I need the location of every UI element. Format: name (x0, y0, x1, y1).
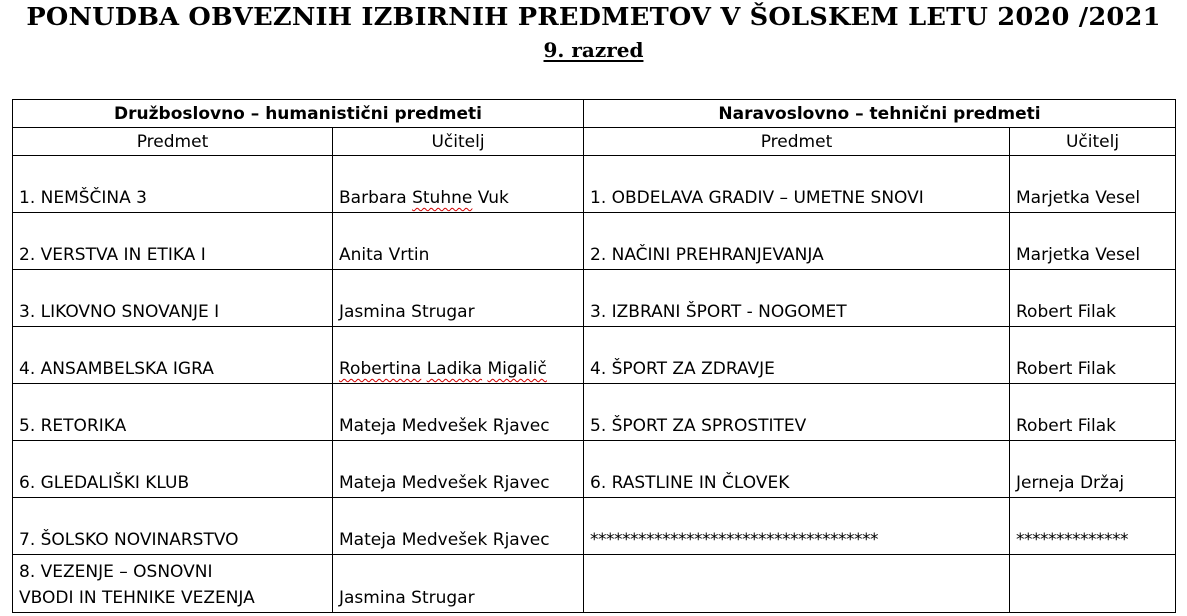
subjects-table (12, 99, 1176, 613)
column-header-teacher-right: Učitelj (1010, 128, 1176, 156)
table-row (13, 498, 1176, 555)
teacher-cell (333, 327, 584, 384)
teacher-cell: Robert Filak (1010, 384, 1176, 441)
document-title: PONUDBA OBVEZNIH IZBIRNIH PREDMETOV V ŠOLSKEM LETU 2020 /2021 (26, 2, 1161, 31)
empty-subject-cell (584, 555, 1010, 613)
table-row (13, 555, 1176, 613)
spellcheck-flagged-word: Stuhne (412, 188, 473, 208)
subject-cell: 5. ŠPORT ZA SPROSTITEV (584, 384, 1010, 441)
subject-cell: 2. NAČINI PREHRANJEVANJA (584, 213, 1010, 270)
teacher-cell: Marjetka Vesel (1010, 156, 1176, 213)
teacher-name-part: Vuk (472, 188, 509, 208)
placeholder-stars-cell: ************************************ (584, 498, 1010, 555)
group-header-humanities: Družboslovno – humanistični predmeti (13, 100, 584, 128)
subject-line: 8. VEZENJE – OSNOVNI (19, 562, 213, 582)
column-header-subject-right: Predmet (584, 128, 1010, 156)
subject-cell: 5. RETORIKA (13, 384, 333, 441)
teacher-cell: Jerneja Držaj (1010, 441, 1176, 498)
subject-cell: 4. ŠPORT ZA ZDRAVJE (584, 327, 1010, 384)
subject-cell: 3. LIKOVNO SNOVANJE I (13, 270, 333, 327)
document-subtitle (0, 38, 1187, 62)
table-row (13, 384, 1176, 441)
group-header-sciences: Naravoslovno – tehnični predmeti (584, 100, 1176, 128)
teacher-cell: Mateja Medvešek Rjavec (333, 498, 584, 555)
empty-teacher-cell (1010, 555, 1176, 613)
teacher-cell: Robert Filak (1010, 327, 1176, 384)
teacher-cell: Jasmina Strugar (333, 555, 584, 613)
spellcheck-flagged-word: Ladika (426, 359, 483, 379)
subject-cell (13, 555, 333, 613)
column-header-teacher-left: Učitelj (333, 128, 584, 156)
table-row (13, 327, 1176, 384)
table-row (13, 441, 1176, 498)
teacher-name-part: Barbara (339, 188, 413, 208)
teacher-cell: Mateja Medvešek Rjavec (333, 384, 584, 441)
column-header-subject-left: Predmet (13, 128, 333, 156)
subject-cell: 3. IZBRANI ŠPORT - NOGOMET (584, 270, 1010, 327)
subject-cell: 7. ŠOLSKO NOVINARSTVO (13, 498, 333, 555)
subject-cell: 2. VERSTVA IN ETIKA I (13, 213, 333, 270)
table-row (13, 270, 1176, 327)
column-header-row (13, 128, 1176, 156)
placeholder-stars-cell: ************** (1010, 498, 1176, 555)
group-header-row (13, 100, 1176, 128)
teacher-cell: Marjetka Vesel (1010, 213, 1176, 270)
subject-cell: 4. ANSAMBELSKA IGRA (13, 327, 333, 384)
spellcheck-flagged-word: Robertina (339, 359, 422, 379)
subject-cell: 1. OBDELAVA GRADIV – UMETNE SNOVI (584, 156, 1010, 213)
teacher-cell: Anita Vrtin (333, 213, 584, 270)
subject-line: VBODI IN TEHNIKE VEZENJA (19, 588, 255, 608)
teacher-cell (333, 156, 584, 213)
grade-label: 9. razred (543, 38, 644, 62)
teacher-cell: Robert Filak (1010, 270, 1176, 327)
table-row (13, 213, 1176, 270)
teacher-cell: Jasmina Strugar (333, 270, 584, 327)
table-row (13, 156, 1176, 213)
subject-cell: 1. NEMŠČINA 3 (13, 156, 333, 213)
spellcheck-flagged-word: Migalič (487, 359, 547, 379)
subject-cell: 6. GLEDALIŠKI KLUB (13, 441, 333, 498)
subject-cell: 6. RASTLINE IN ČLOVEK (584, 441, 1010, 498)
teacher-cell: Mateja Medvešek Rjavec (333, 441, 584, 498)
